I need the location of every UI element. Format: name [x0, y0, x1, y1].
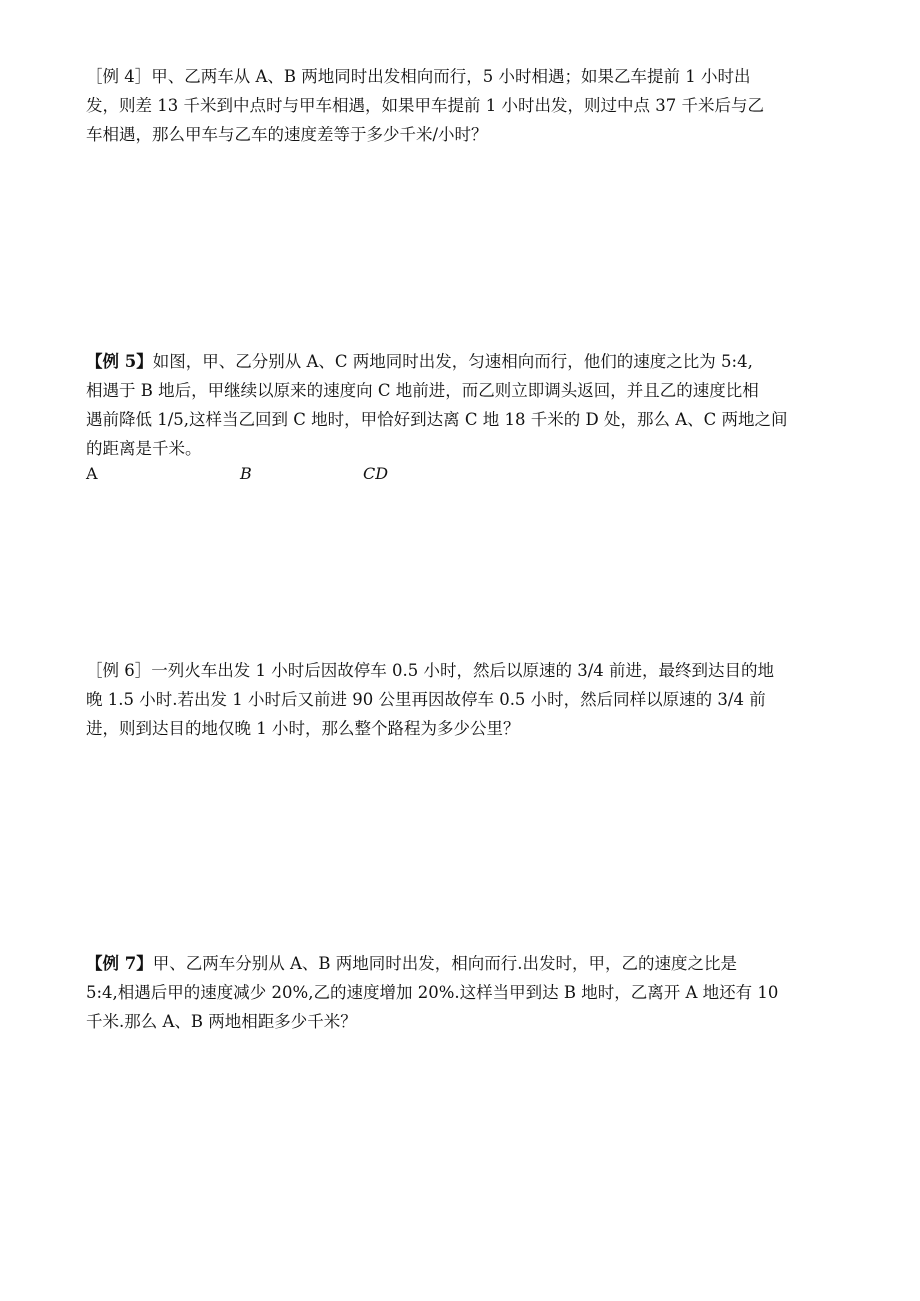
problem-example-6: [86, 656, 838, 743]
problem-line: 车相遇，那么甲车与乙车的速度差等于多少千米/小时？: [86, 125, 488, 144]
problem-line: ［例 6］一列火车出发 1 小时后因故停车 0.5 小时，然后以原速的 3/4 前进，最终到达目的地: [86, 661, 775, 680]
point-label-a: A: [86, 464, 98, 483]
problem-line: 进，则到达目的地仅晚 1 小时，那么整个路程为多少公里？: [86, 719, 520, 738]
problem-line: [86, 949, 838, 978]
problem-label: 【例 5】: [86, 352, 153, 371]
problem-example-5: [86, 347, 838, 463]
point-label-cd: CD: [363, 464, 389, 483]
point-label-b: B: [240, 464, 252, 483]
problem-line: ［例 4］甲、乙两车从 A、B 两地同时出发相向而行，5 小时相遇；如果乙车提前 1 小时出: [86, 67, 751, 86]
problem-line: 遇前降低 1/5,这样当乙回到 C 地时，甲恰好到达离 C 地 18 千米的 D 处，那么 A、C 两地之间: [86, 410, 788, 429]
figure-point-labels: [86, 464, 486, 488]
problem-label: 【例 7】: [86, 954, 153, 973]
problem-line: 相遇于 B 地后，甲继续以原来的速度向 C 地前进，而乙则立即调头返回，并且乙的速度比相: [86, 381, 759, 400]
problem-example-4: [86, 62, 838, 149]
problem-line: 发，则差 13 千米到中点时与甲车相遇，如果甲车提前 1 小时出发，则过中点 37 千米后与乙: [86, 96, 764, 115]
problem-text: 如图，甲、乙分别从 A、C 两地同时出发，匀速相向而行，他们的速度之比为 5:4,: [152, 352, 753, 371]
problem-line: [86, 347, 838, 376]
problem-line: 的距离是千米。: [86, 439, 202, 458]
problem-line: 5:4,相遇后甲的速度减少 20%,乙的速度增加 20%.这样当甲到达 B 地时，乙离开 A 地还有 10: [86, 983, 779, 1002]
problem-line: 晚 1.5 小时.若出发 1 小时后又前进 90 公里再因故停车 0.5 小时，然后同样以原速的 3/4 前: [86, 690, 766, 709]
problem-text: 甲、乙两车分别从 A、B 两地同时出发，相向而行.出发时，甲，乙的速度之比是: [152, 954, 738, 973]
problem-example-7: [86, 949, 838, 1036]
problem-line: 千米.那么 A、B 两地相距多少千米？: [86, 1012, 357, 1031]
